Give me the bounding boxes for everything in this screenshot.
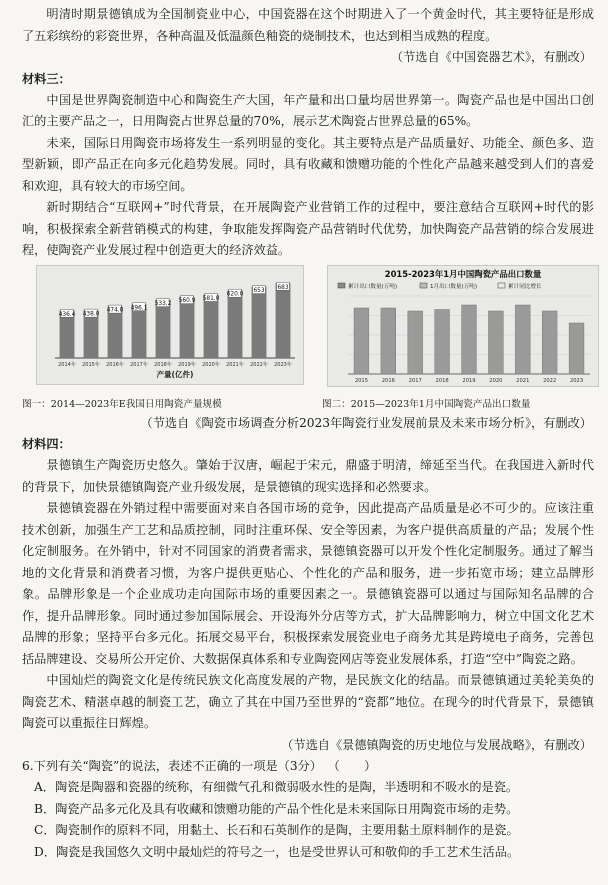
bar-2020年 <box>204 294 219 358</box>
material4-paragraph-2: 景德镇瓷器在外销过程中需要面对来自各国市场的竞争，因此提高产品质量是必不可少的。应该注重技术创新，加强生产工艺和品质控制，同时注重环保、安全等因素，为客户提供高质量的产品；发展个性化定制服务。在外销中，针对不同国家的消费者需求，景德镇瓷器可以开发个性化定制服务。通过了解当地的文化背景和消费者习惯，为客户提供更贴心、个性化的产品和服务，进一步拓宽市场；建立品牌形象。品牌形象是一个企业成功走向国际市场的重要因素之一。景德镇瓷器可以通过与国际知名品牌的合作，提升品牌形象。同时通过参加国际展会、开设海外分店等方式，扩大品牌影响力，树立中国文化艺术品牌的形象；坚持平台多元化。拓展交易平台，积极探索发展瓷业电子商务尤其是跨境电子商务，完善包括品牌建设、交易所公开定价、大数据保真体系和专业陶瓷网店等瓷业发展体系，打造“空中”陶瓷之路。 <box>22 501 594 666</box>
x-tick-label: 2019年 <box>178 361 196 368</box>
x-tick-label: 2018 <box>435 377 449 384</box>
figure-captions <box>22 397 594 413</box>
bar-2018年 <box>156 299 171 357</box>
x-tick-label: 2018年 <box>154 361 172 368</box>
bar-2023 <box>569 323 584 374</box>
x-tick-label: 2016年 <box>106 361 124 368</box>
option-c[interactable]: C．陶瓷制作的原料不同，用黏土、长石和石英制作的是陶，主要用黏土原料制作的是瓷。 <box>34 823 519 837</box>
bar-2016 <box>381 308 396 374</box>
bar-2021 <box>515 305 530 374</box>
option-d[interactable]: D．陶瓷是我国悠久文明中最灿烂的符号之一，也是受世界认可和敬仰的手工艺术生活品。 <box>34 844 520 859</box>
x-tick-label: 2022 <box>543 377 557 384</box>
x-tick-label: 2020 <box>489 377 503 384</box>
material4-paragraph-1: 景德镇生产陶瓷历史悠久。肇始于汉唐，崛起于宋元，鼎盛于明清，缔延至当代。在我国进入新时代的背景下，加快景德镇陶瓷产业升级发展，是景德镇的现实选择和必然要求。 <box>22 458 594 494</box>
bar-data-label: 560.9 <box>178 297 196 304</box>
question-6-stem <box>22 756 594 777</box>
x-tick-label: 2017年 <box>130 361 148 368</box>
figures-row <box>22 265 594 397</box>
answer-blank[interactable]: （ ） <box>327 759 377 773</box>
legend-entry: 累计出口数量(万吨) <box>348 283 398 290</box>
material4-heading: 材料四： <box>22 437 71 451</box>
bar-2015 <box>354 308 369 374</box>
material4-paragraph-3: 中国灿烂的陶瓷文化是传统民族文化高度发展的产物，是民族文化的结晶。而景德镇通过美轮美奂的陶瓷艺术、精湛卓越的制瓷工艺，确立了其在中国乃至世界的“瓷都”地位。在现今的时代背景下，景德镇陶瓷可以重振往日辉煌。 <box>22 673 594 730</box>
bar-2020 <box>488 311 503 374</box>
bar-2017 <box>408 311 423 374</box>
bar-data-label: 581.0 <box>202 295 220 302</box>
option-b[interactable]: B．陶瓷产品多元化及具有收藏和馈赠功能的产品个性化是未来国际日用陶瓷市场的走势。 <box>34 801 519 816</box>
legend-entry: 累计同比增长 <box>508 283 542 290</box>
material2-source: （节选自《中国瓷器艺术》，有删改） <box>390 50 592 64</box>
option-a[interactable]: A．陶瓷是陶器和瓷器的统称，有细微气孔和微弱吸水性的是陶，半透明和不吸水的是瓷。 <box>34 780 519 794</box>
x-tick-label: 2021年 <box>226 361 244 368</box>
bar-2019年 <box>180 296 195 357</box>
material4-source: （节选自《景德镇陶瓷的历史地位与发展战略》，有删改） <box>281 737 592 752</box>
legend-swatch <box>420 283 427 288</box>
x-axis-label: 产量(亿件) <box>156 369 194 379</box>
legend-entry: 1月出口数量(万吨) <box>430 283 478 290</box>
bar-data-label: 474.8 <box>106 307 124 314</box>
figure-2-caption: 图二：2015—2023年1月中国陶瓷产品出口数量 <box>322 398 531 410</box>
x-tick-label: 2021 <box>516 377 530 384</box>
question-stem-text: 6.下列有关“陶瓷”的说法，表述不正确的一项是（3分） <box>22 759 322 773</box>
bar-data-label: 620.0 <box>226 291 244 298</box>
chart-title: 2015-2023年1月中国陶瓷产品出口数量 <box>384 268 542 279</box>
bar-2022年 <box>252 286 267 357</box>
figure-1-svg <box>37 266 303 384</box>
figure-2-svg <box>328 266 598 386</box>
bar-data-label: 438.0 <box>82 311 100 318</box>
x-tick-label: 2022年 <box>250 361 268 368</box>
bar-data-label: 533.2 <box>154 300 172 307</box>
material3-source: （节选自《陶瓷市场调查分析2023年陶瓷行业发展前景及未来市场分析》，有删改） <box>140 415 592 430</box>
x-tick-label: 2015 <box>354 377 369 384</box>
x-tick-label: 2015年 <box>82 361 100 368</box>
bar-2016年 <box>108 306 123 358</box>
x-tick-label: 2023年 <box>274 361 292 368</box>
bar-data-label: 653 <box>253 287 265 294</box>
x-tick-label: 2016 <box>381 377 395 384</box>
bar-data-label: 436.4 <box>58 311 76 318</box>
bar-2023年 <box>276 283 291 358</box>
material3-paragraph-1: 中国是世界陶瓷制造中心和陶瓷生产大国，年产量和出口量均居世界第一。陶瓷产品也是中国出口创汇的主要产品之一，日用陶瓷占世界总量的70%，展示艺术陶瓷占世界总量的65%。 <box>22 92 594 128</box>
figure-2-export-chart <box>327 265 599 387</box>
x-tick-label: 2014年 <box>58 361 76 368</box>
figure-1-production-chart <box>36 265 304 385</box>
material3-paragraph-3: 新时期结合“互联网+”时代背景，在开展陶瓷产业营销工作的过程中，要注意结合互联网+时代的影响，积极探索全新营销模式的构建，争取能发挥陶瓷产品营销时代优势，加快陶瓷产品营销的综合发展进程，使陶瓷产业发展过程中创造更大的经济效益。 <box>22 200 594 257</box>
bar-2019 <box>462 305 477 374</box>
bar-2021年 <box>228 290 243 358</box>
x-tick-label: 2017 <box>408 377 422 384</box>
bar-2018 <box>435 309 450 374</box>
legend-swatch <box>338 283 345 288</box>
bar-2022 <box>542 311 557 374</box>
bar-2017年 <box>132 303 147 357</box>
figure-1-caption: 图一：2014—2023年E我国日用陶瓷产量规模 <box>22 398 222 410</box>
material2-paragraph: 明清时期景德镇成为全国制瓷业中心，中国瓷器在这个时期进入了一个黄金时代，其主要特征是形成了五彩缤纷的彩瓷世界，各种高温及低温颜色釉瓷的烧制技术，也达到相当成熟的程度。 <box>22 7 594 43</box>
x-tick-label: 2020年 <box>202 361 220 368</box>
bar-data-label: 496.1 <box>130 304 148 311</box>
x-tick-label: 2019 <box>462 377 476 384</box>
bar-data-label: 683 <box>277 284 289 291</box>
x-tick-label: 2023 <box>569 377 584 384</box>
legend-swatch <box>498 283 505 288</box>
material3-heading: 材料三： <box>22 71 71 86</box>
material3-paragraph-2: 未来，国际日用陶瓷市场将发生一系列明显的变化。其主要特点是产品质量好、功能全、颜色多、造型新颖，即产品正在向多元化趋势发展。同时，具有收藏和馈赠功能的个性化产品越来越受到人们的喜爱和欢迎，具有较大的市场空间。 <box>22 135 594 193</box>
